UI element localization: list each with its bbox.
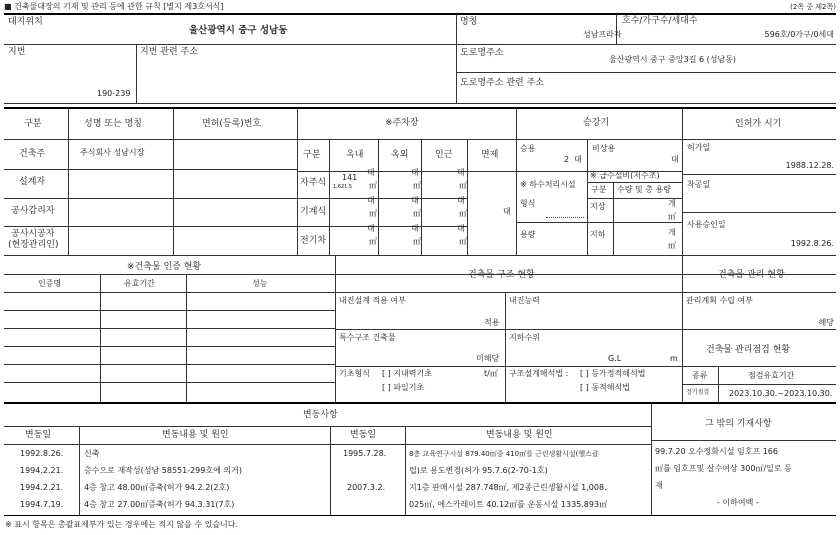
- pile-foundation: [ ] 파일기초: [382, 383, 425, 392]
- name-label: 명칭: [460, 17, 478, 27]
- parking-nearby-header: 인근: [435, 150, 453, 160]
- contractor-label-2: (현장관리인): [8, 240, 59, 250]
- change-text-5b: 럽)로 용도변경(허가 95.7.6(2-70-1호): [409, 466, 548, 475]
- road-related-label: 도로명주소 관련 주소: [460, 78, 544, 88]
- inspection-kind-value: 정기점검: [686, 389, 710, 396]
- passenger-unit: 대: [574, 155, 582, 164]
- parking-unit-count: 대: [367, 224, 375, 233]
- parking-title: ※주차장: [385, 118, 419, 128]
- parking-indoor-header: 옥내: [346, 150, 364, 160]
- changes-title: 변동사항: [303, 410, 338, 420]
- indoor-count: 141: [342, 173, 358, 182]
- parking-unit-area: ㎡: [369, 209, 377, 218]
- seismic-value: 적용: [484, 318, 500, 327]
- exempt-unit: 대: [503, 207, 511, 216]
- parking-unit-count: 대: [457, 168, 465, 177]
- water-below: 지하: [590, 230, 606, 239]
- location-value: 울산광역시 중구 성남동: [189, 25, 288, 36]
- elevator-title: 승강기: [583, 118, 610, 128]
- water-title: ※ 급수설비(저수조): [590, 171, 660, 180]
- contractor-label: 공사시공자: [11, 229, 55, 239]
- plan-label: 관리계획 수립 여부: [686, 296, 753, 305]
- change-text-4: 4층 창고 27.00㎡증축(허가 94.3.31(7호): [84, 500, 235, 509]
- change-text-6b: 025㎡, 에스카레이트 40.12㎡를 운동시설 1335.893㎡: [409, 500, 608, 509]
- water-below-unit: 개: [668, 228, 676, 237]
- parking-unit-area: ㎡: [459, 237, 467, 246]
- designer-label: 설계자: [19, 177, 46, 187]
- sewage-capacity-label: 용량: [520, 230, 536, 239]
- change-text-3: 4층 창고 48.00㎡증축(허가 94.2.2(2호): [84, 483, 230, 492]
- changes-border: [4, 402, 836, 404]
- parking-unit-count: 대: [367, 168, 375, 177]
- parking-unit-area: ㎡: [413, 181, 421, 190]
- parking-unit-count: 대: [457, 224, 465, 233]
- people-license-header: 면허(등록)번호: [202, 119, 262, 129]
- name-value: 성남프라자: [583, 30, 622, 39]
- change-content-header-right: 변동내용 및 원인: [486, 430, 553, 440]
- gl-unit: m: [670, 354, 678, 363]
- change-content-header-left: 변동내용 및 원인: [162, 430, 229, 440]
- other-line-2: ㎥를 임호프및 살수여상 300㎥/일로 등: [655, 464, 792, 473]
- inspection-title: 건축물 관리점검 현황: [706, 345, 790, 355]
- people-cat-header: 구분: [24, 119, 42, 129]
- footer-note: ※ 표시 항목은 총괄표제부가 있는 경우에는 적지 않을 수 있습니다.: [5, 520, 239, 529]
- parking-exempt-header: 면제: [481, 150, 499, 160]
- direct-foundation: [ ] 지내력기초: [382, 369, 432, 378]
- cert-period-header: 유효기간: [124, 279, 155, 288]
- change-date-4: 1994.7.19.: [20, 500, 64, 509]
- water-above: 지상: [590, 202, 606, 211]
- other-end: - 이하여백 -: [717, 498, 759, 507]
- section-border: [4, 107, 836, 109]
- top-border: [4, 13, 836, 15]
- permit-label: 허가일: [687, 143, 711, 152]
- foundation-label: 기초형식: [339, 369, 370, 378]
- permit-date: 1988.12.28.: [785, 161, 834, 170]
- certification-title: ※건축물 인증 현황: [127, 262, 202, 272]
- parking-unit-area: ㎡: [369, 237, 377, 246]
- inspection-kind-header: 종류: [692, 371, 708, 380]
- parking-unit-count: 대: [457, 196, 465, 205]
- dynamic-analysis: [ ] 동적해석법: [580, 383, 630, 392]
- cert-name-header: 인증명: [38, 279, 62, 288]
- parking-unit-count: 대: [411, 168, 419, 177]
- parking-unit-area: ㎡: [459, 181, 467, 190]
- water-below-area: ㎥: [668, 241, 676, 250]
- passenger-label: 승용: [520, 144, 536, 153]
- owner-name: 주식회사 성남시장: [80, 148, 145, 157]
- change-text-2: 층수으로 재작성(성남 58551-299호에 의거): [84, 466, 242, 475]
- emergency-unit: 대: [671, 155, 679, 164]
- parking-unit-count: 대: [411, 196, 419, 205]
- gl-label: G.L: [608, 354, 622, 363]
- supervisor-label: 공사감리자: [11, 206, 55, 216]
- change-date-header-right: 변동일: [350, 430, 377, 440]
- change-date-6: 2007.3.2.: [347, 483, 386, 492]
- parking-cat-header: 구분: [303, 150, 321, 160]
- approval-label: 사용승인일: [687, 220, 726, 229]
- change-date-1: 1992.8.26.: [20, 449, 64, 458]
- inspection-period-value: 2023.10.30.~2023.10.30.: [729, 389, 833, 398]
- lot-label: 지번: [8, 47, 26, 57]
- road-address-label: 도로명주소: [460, 48, 504, 58]
- indoor-area: 1,621.5: [333, 184, 353, 190]
- parking-unit-area: ㎡: [369, 181, 377, 190]
- seismic-capacity-label: 내진능력: [509, 296, 540, 305]
- other-title: 그 밖의 기재사항: [705, 419, 772, 429]
- water-cat: 구분: [591, 185, 607, 194]
- start-label: 착공일: [687, 180, 711, 189]
- parking-unit-area: ㎡: [413, 209, 421, 218]
- change-date-2: 1994.2.21.: [20, 466, 64, 475]
- design-method-label: 구조설계해석법 :: [509, 369, 569, 378]
- special-structure-label: 특수구조 건축물: [339, 333, 396, 342]
- ev-parking-label: 전기차: [300, 236, 327, 246]
- special-structure-value: 미해당: [476, 354, 500, 363]
- self-parking-label: 자주식: [300, 178, 327, 188]
- change-date-3: 1994.2.21.: [20, 483, 64, 492]
- passenger-value: 2: [564, 155, 570, 164]
- change-text-6a: 지1층 판매시설 287.748㎡, 제2종근린생활시설 1,008.: [409, 483, 607, 492]
- bottom-border: [4, 515, 836, 516]
- water-above-area: ㎥: [668, 212, 676, 221]
- emergency-label: 비상용: [592, 144, 616, 153]
- people-name-header: 성명 또는 명칭: [84, 119, 142, 129]
- groundwater-label: 지하수위: [509, 333, 540, 342]
- units-value: 596호/0가구/0세대: [764, 30, 834, 39]
- road-address-value: 울산광역시 중구 중앙3길 6 (성남동): [609, 55, 737, 64]
- parking-outdoor-header: 옥외: [391, 150, 409, 160]
- equivalent-static: [ ] 등가정적해석법: [580, 369, 646, 378]
- management-title: 건축물 관리 현황: [718, 270, 785, 280]
- owner-label: 건축주: [19, 149, 46, 159]
- change-text-1: 신축: [84, 449, 100, 458]
- approval-date: 1992.8.26.: [790, 239, 834, 248]
- form-header: ■ 건축물대장의 기재 및 관리 등에 관한 규칙 [별지 제3호서식]: [4, 2, 224, 11]
- bearing-unit: t/㎡: [484, 369, 498, 378]
- water-above-unit: 개: [668, 199, 676, 208]
- parking-unit-count: 대: [411, 224, 419, 233]
- cert-performance-header: 성능: [252, 279, 268, 288]
- change-text-5a: 8층 교육연구시설 879.40㎡중 410㎡를 근린생활시설(헬스클: [409, 450, 599, 458]
- sewage-type-value: [546, 217, 584, 218]
- parking-unit-count: 대: [367, 196, 375, 205]
- sewage-type-label: 형식: [520, 199, 536, 208]
- units-label: 호수/가구수/세대수: [622, 16, 698, 26]
- mechanical-parking-label: 기계식: [300, 207, 327, 217]
- water-qty: 수량 및 총 용량: [617, 185, 671, 194]
- other-line-1: 99.7.20 오수정화시설 임호프 166: [655, 447, 778, 456]
- plan-value: 해당: [818, 318, 834, 327]
- permit-title: 인허가 시기: [735, 119, 782, 129]
- inspection-period-header: 점검유효기간: [748, 371, 795, 380]
- parking-unit-area: ㎡: [413, 237, 421, 246]
- lot-related-label: 지번 관련 주소: [140, 47, 198, 57]
- page-indicator: (2쪽 중 제2쪽): [790, 3, 836, 11]
- sewage-label: ※ 하수처리시설: [520, 180, 576, 189]
- change-date-5: 1995.7.28.: [343, 449, 387, 458]
- other-line-3: 재: [655, 481, 663, 490]
- location-label: 대지위치: [8, 17, 43, 27]
- lot-value: 190-239: [97, 89, 131, 98]
- parking-unit-area: ㎡: [459, 209, 467, 218]
- structure-title: 건축물 구조 현황: [468, 270, 535, 280]
- seismic-label: 내진설계 적용 여부: [339, 296, 406, 305]
- change-date-header-left: 변동일: [25, 430, 52, 440]
